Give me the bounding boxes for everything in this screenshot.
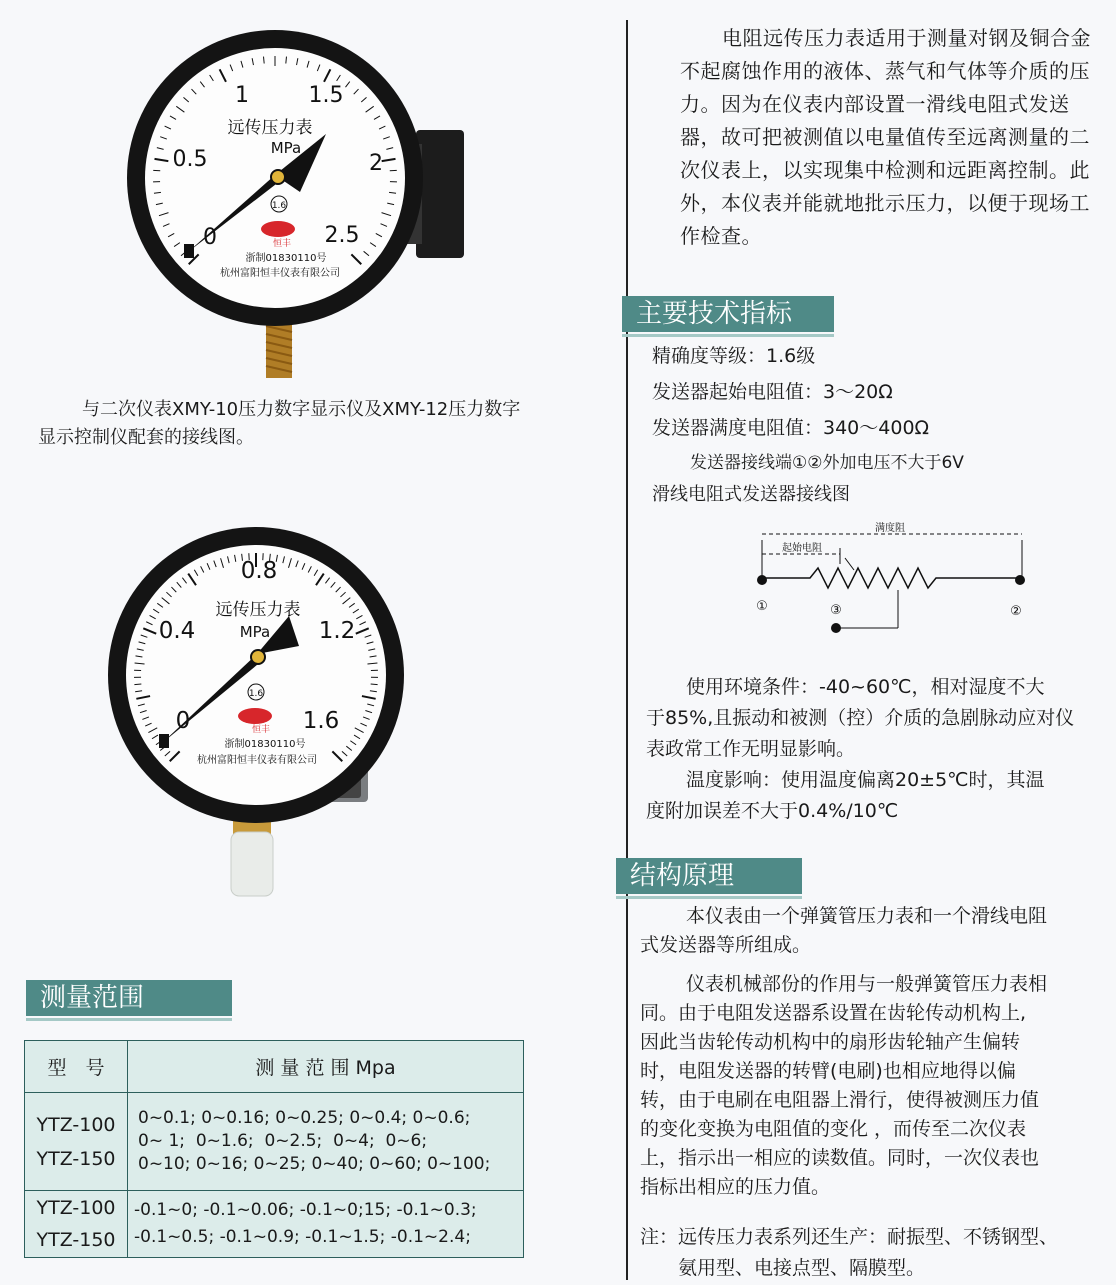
accuracy-class-badge: 1.6 bbox=[271, 201, 287, 211]
model-name: YTZ-100 bbox=[36, 1113, 116, 1136]
intro-line: 外，本仪表并能就地批示压力，以便于现场工 bbox=[680, 191, 1090, 215]
specs-heading: 主要技术指标 bbox=[622, 296, 834, 332]
model-cell bbox=[25, 1093, 128, 1191]
range-cell bbox=[128, 1093, 524, 1191]
wiring-diagram bbox=[740, 520, 1040, 654]
hose bbox=[231, 832, 273, 896]
terminal-1-dot bbox=[757, 575, 767, 585]
spec-full-resistance: 发送器满度电阻值：340～400Ω bbox=[652, 417, 930, 439]
spec-start-resistance: 发送器起始电阻值：3～20Ω bbox=[652, 381, 893, 403]
gauge-photo-2 bbox=[103, 520, 413, 900]
dial-label: 2.5 bbox=[324, 223, 360, 248]
dial-label: 0.5 bbox=[172, 147, 208, 172]
range-line: -0.1~0; -0.1~0.06; -0.1~0;15; -0.1~0.3; bbox=[134, 1200, 477, 1220]
table-row bbox=[25, 1191, 524, 1258]
intro-line: 次仪表上，以实现集中检测和远距离控制。此 bbox=[680, 158, 1090, 182]
brand-logo bbox=[238, 708, 272, 724]
structure-paragraph bbox=[640, 902, 1100, 1202]
license-number: 浙制01830110号 bbox=[245, 253, 327, 264]
dial-label: 2 bbox=[369, 151, 383, 176]
range-line: -0.1~0.5; -0.1~0.9; -0.1~1.5; -0.1~2.4; bbox=[134, 1227, 471, 1247]
dial-unit: MPa bbox=[239, 623, 271, 641]
full-resistance-label: 满度阻 bbox=[875, 523, 905, 534]
accuracy-class-badge: 1.6 bbox=[248, 689, 264, 699]
intro-line: 作检查。 bbox=[680, 224, 762, 248]
environment-line: 度附加误差不大于0.4%/10℃ bbox=[646, 800, 899, 822]
environment-line: 表政常工作无明显影响。 bbox=[646, 738, 856, 760]
dial-title: 远传压力表 bbox=[215, 600, 301, 620]
structure-line: 同。由于电阻发送器系设置在齿轮传动机构上, bbox=[640, 1002, 1027, 1024]
environment-line: 于85%,且振动和被测（控）介质的急剧脉动应对仪 bbox=[646, 707, 1075, 729]
dial-label: 1.2 bbox=[318, 618, 356, 644]
dial-label: 0.8 bbox=[240, 558, 278, 584]
table-row bbox=[25, 1093, 524, 1191]
brand-name: 恒丰 bbox=[251, 725, 271, 735]
column-header-model: 型 号 bbox=[25, 1041, 128, 1093]
intro-paragraph bbox=[680, 22, 1105, 253]
spec-accuracy: 精确度等级：1.6级 bbox=[652, 345, 816, 367]
terminal-3-label: ③ bbox=[830, 603, 842, 618]
model-cell bbox=[25, 1191, 128, 1258]
note-line-1: 注：远传压力表系列还生产：耐振型、不锈钢型、 bbox=[640, 1226, 1059, 1248]
structure-line: 时，电阻发送器的转臂(电刷)也相应地得以偏 bbox=[640, 1060, 1016, 1082]
table-header-row bbox=[25, 1041, 524, 1093]
note-line-2: 氨用型、电接点型、隔膜型。 bbox=[678, 1257, 926, 1279]
gauge-photo-1 bbox=[120, 20, 480, 385]
range-line: 0~0.1; 0~0.16; 0~0.25; 0~0.4; 0~0.6; bbox=[138, 1108, 471, 1128]
dial-tick bbox=[134, 684, 141, 685]
range-line: 0~10; 0~16; 0~25; 0~40; 0~60; 0~100; bbox=[138, 1154, 491, 1174]
model-name: YTZ-150 bbox=[36, 1147, 116, 1170]
structure-heading: 结构原理 bbox=[616, 858, 802, 894]
intro-line: 力。因为在仪表内部设置一滑线电阻式发送 bbox=[680, 92, 1070, 116]
terminal-2-dot bbox=[1015, 575, 1025, 585]
structure-line: 的变化变换为电阻值的变化 ，而传至二次仪表 bbox=[640, 1118, 1027, 1140]
maker-name: 杭州富阳恒丰仪表有限公司 bbox=[220, 268, 340, 279]
structure-line: 仪表机械部份的作用与一般弹簧管压力表相 bbox=[686, 973, 1048, 995]
structure-line: 上，指示出一相应的读数值。同时，一次仪表也 bbox=[640, 1147, 1040, 1169]
terminal-3-dot bbox=[831, 623, 841, 633]
wiring-caption-line-1: 与二次仪表XMY-10压力数字显示仪及XMY-12压力数字 bbox=[82, 399, 521, 420]
range-table-wrap bbox=[24, 1040, 524, 1258]
maker-name: 杭州富阳恒丰仪表有限公司 bbox=[197, 755, 317, 766]
model-name: YTZ-150 bbox=[36, 1229, 116, 1251]
column-divider bbox=[626, 20, 628, 1280]
environment-line: 温度影响：使用温度偏离20±5℃时，其温 bbox=[686, 769, 1045, 791]
range-line: 0~ 1; 0~1.6; 0~2.5; 0~4; 0~6; bbox=[138, 1131, 428, 1151]
dial-label: 1.6 bbox=[302, 708, 340, 734]
dial-label: 1.5 bbox=[308, 83, 344, 108]
structure-line: 式发送器等所组成。 bbox=[640, 934, 812, 956]
dial-tick bbox=[371, 684, 378, 685]
intro-line: 器，故可把被测值以电量值传至远离测量的二 bbox=[680, 125, 1090, 149]
dial-label: 0 bbox=[175, 708, 191, 734]
dial-unit: MPa bbox=[270, 139, 302, 157]
gauge-dial bbox=[126, 545, 386, 805]
start-resistance-label: 起始电阻 bbox=[782, 543, 822, 554]
environment-line: 使用环境条件：-40~60℃，相对湿度不大 bbox=[686, 676, 1045, 698]
environment-paragraph bbox=[646, 672, 1112, 827]
dial-label: 0 bbox=[203, 225, 217, 250]
range-heading: 测量范围 bbox=[26, 980, 232, 1016]
license-number: 浙制01830110号 bbox=[224, 739, 306, 750]
dial-tick bbox=[264, 57, 265, 64]
range-table bbox=[24, 1040, 524, 1258]
structure-line: 因此当齿轮传动机构中的扇形齿轮轴产生偏转 bbox=[640, 1031, 1021, 1053]
spec-voltage: 发送器接线端①②外加电压不大于6V bbox=[690, 453, 964, 473]
dial-label: 1 bbox=[235, 83, 249, 108]
structure-line: 指标出相应的压力值。 bbox=[640, 1176, 831, 1198]
intro-line: 不起腐蚀作用的液体、蒸气和气体等介质的压 bbox=[680, 59, 1090, 83]
intro-line: 电阻远传压力表适用于测量对钢及铜合金 bbox=[722, 26, 1091, 50]
connector-box bbox=[416, 130, 464, 258]
wiring-caption-line-2: 显示控制仪配套的接线图。 bbox=[38, 427, 254, 448]
wiring-diagram-title: 滑线电阻式发送器接线图 bbox=[652, 484, 850, 505]
range-cell bbox=[128, 1191, 524, 1258]
structure-line: 本仪表由一个弹簧管压力表和一个滑线电阻 bbox=[686, 905, 1048, 927]
dial-tick bbox=[286, 57, 287, 64]
dial-title: 远传压力表 bbox=[227, 118, 313, 138]
dial-label: 0.4 bbox=[158, 618, 196, 644]
brand-name: 恒丰 bbox=[272, 239, 292, 249]
brand-logo bbox=[261, 221, 295, 237]
model-name: YTZ-100 bbox=[36, 1197, 116, 1219]
terminal-2-label: ② bbox=[1010, 604, 1022, 619]
column-header-range: 测 量 范 围 Mpa bbox=[128, 1041, 524, 1093]
terminal-1-label: ① bbox=[756, 599, 768, 614]
structure-line: 转，由于电刷在电阻器上滑行，使得被测压力值 bbox=[640, 1089, 1040, 1111]
